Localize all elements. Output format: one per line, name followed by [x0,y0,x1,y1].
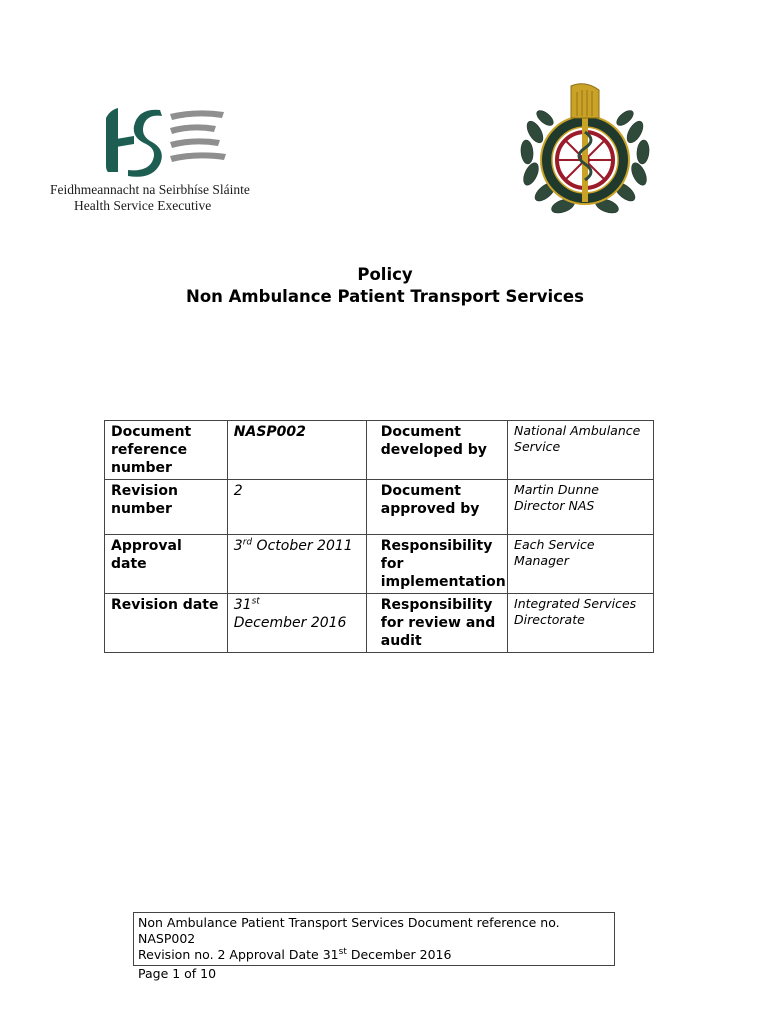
footer-box [133,912,615,966]
table-row [105,594,654,653]
hse-logo-mark [100,100,240,180]
review-label: Responsibility for review and audit [366,594,507,653]
approved-by-value [508,480,654,535]
hse-name-irish: Feidhmeannacht na Seirbhíse Sláinte [50,182,250,197]
footer-line-2 [138,947,610,963]
revision-date-day: 31 [233,597,252,613]
approval-date-label: Approval date [105,535,228,594]
footer-line-1: Non Ambulance Patient Transport Services Document reference no. NASP002 [138,915,560,946]
approval-date-day: 3 [233,538,243,554]
responsibility-value: Each Service Manager [508,535,654,594]
table-row [105,421,654,480]
revision-date-label: Revision date [105,594,228,653]
revision-number-value: 2 [227,480,366,535]
table-row [105,480,654,535]
table-row [105,535,654,594]
revision-number-label: Revision number [105,480,228,535]
developed-by-value: National Ambulance Service [508,421,654,480]
approver-title: Director NAS [514,498,595,513]
doc-ref-value: NASP002 [227,421,366,480]
document-metadata-table [104,420,654,653]
developed-by-label: Document developed by [366,421,507,480]
hse-logo [50,100,250,215]
document-subtitle: Non Ambulance Patient Transport Services [186,287,584,306]
footer-approval-suffix: st [338,946,347,957]
footer-approval-rest: December 2016 [346,947,452,962]
approver-name: Martin Dunne [514,482,599,497]
approval-date-value [227,535,366,594]
revision-date-value [227,594,366,653]
footer-approval-prefix: Revision no. 2 Approval Date 31 [138,947,339,962]
page-number: Page 1 of 10 [138,966,217,981]
responsibility-label: Responsibility for implementation [366,535,507,594]
approval-date-rest: October 2011 [252,538,353,554]
approved-by-label: Document approved by [366,480,507,535]
revision-date-suffix: st [251,596,260,607]
document-title: Policy [357,265,413,284]
nas-crest-icon [515,82,655,222]
approval-date-suffix: rd [242,537,253,548]
doc-ref-label: Document reference number [105,421,228,480]
revision-date-rest: December 2016 [233,615,347,631]
review-value: Integrated Services Directorate [508,594,654,653]
hse-name-english: Health Service Executive [74,198,212,213]
